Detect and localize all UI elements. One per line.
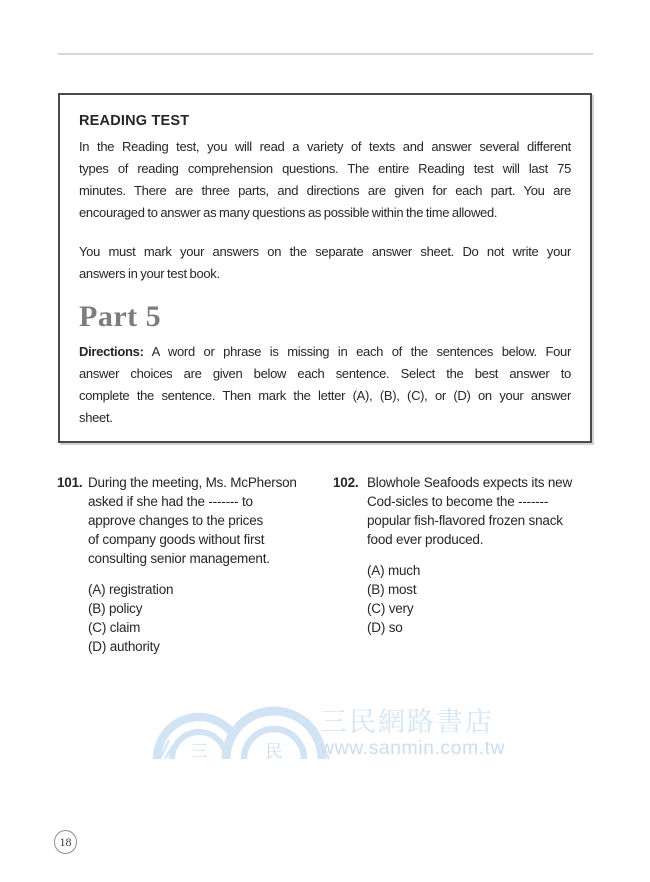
logo-char-right: 民 (265, 742, 283, 761)
option-102-a: (A) much (367, 563, 421, 578)
watermark-store-name: 三民網路書店 (320, 707, 494, 737)
reading-test-box (58, 93, 592, 443)
directions-label: Directions: (79, 344, 144, 359)
question-text-line: food ever produced. (367, 532, 484, 547)
question-text-line: asked if she had the ------- to (88, 494, 253, 509)
intro-line: In the Reading test, you will read a variety of texts and answer several different (79, 139, 571, 154)
reading-test-intro-paragraph (79, 136, 571, 224)
question-number: 102. (333, 475, 359, 490)
question-text-line: Blowhole Seafoods expects its new (367, 475, 573, 490)
logo-char-left: 三 (190, 742, 208, 761)
top-divider (58, 53, 593, 55)
answer-sheet-paragraph (79, 241, 571, 285)
option-101-d: (D) authority (88, 639, 160, 654)
option-102-b: (B) most (367, 582, 417, 597)
question-text-line: During the meeting, Ms. McPherson (88, 475, 297, 490)
answer-sheet-line: You must mark your answers on the separate answer sheet. Do not write your (79, 244, 571, 259)
sanmin-logo-icon (152, 700, 332, 762)
directions-line: complete the sentence. Then mark the letter (A), (B), (C), or (D) on your answer (79, 388, 571, 403)
option-102-c: (C) very (367, 601, 414, 616)
question-text-line: approve changes to the prices (88, 513, 264, 528)
answer-options (367, 561, 572, 637)
answer-sheet-line: answers in your test book. (79, 266, 220, 281)
question-text-line: popular fish-flavored frozen snack (367, 513, 563, 528)
question-body (367, 473, 572, 637)
page-number-badge: 18 (54, 830, 77, 854)
directions-text: A word or phrase is missing in each of the sentences below. Four (151, 344, 571, 359)
intro-line: encouraged to answer as many questions as possible within the time allowed. (79, 205, 498, 220)
option-101-b: (B) policy (88, 601, 143, 616)
intro-line: types of reading comprehension questions. The entire Reading test will last 75 (79, 161, 571, 176)
question-text-line: Cod-sicles to become the ------- (367, 494, 549, 509)
option-101-c: (C) claim (88, 620, 141, 635)
question-text-line: of company goods without first (88, 532, 265, 547)
question-102 (333, 473, 618, 637)
question-101 (57, 473, 335, 656)
watermark-url: www.sanmin.com.tw (320, 737, 506, 759)
part5-heading: Part 5 (79, 300, 162, 333)
question-text-line: consulting senior management. (88, 551, 270, 566)
intro-line: minutes. There are three parts, and directions are given for each part. You are (79, 183, 571, 198)
directions-line: answer choices are given below each sentence. Select the best answer to (79, 366, 571, 381)
question-number: 101. (57, 475, 83, 490)
directions-line: sheet. (79, 410, 113, 425)
question-body (88, 473, 297, 656)
sanmin-watermark (320, 707, 505, 759)
option-102-d: (D) so (367, 620, 403, 635)
option-101-a: (A) registration (88, 582, 174, 597)
directions-line (79, 341, 571, 363)
reading-test-title: READING TEST (79, 113, 190, 129)
answer-options (88, 580, 297, 656)
part5-directions (79, 341, 571, 429)
